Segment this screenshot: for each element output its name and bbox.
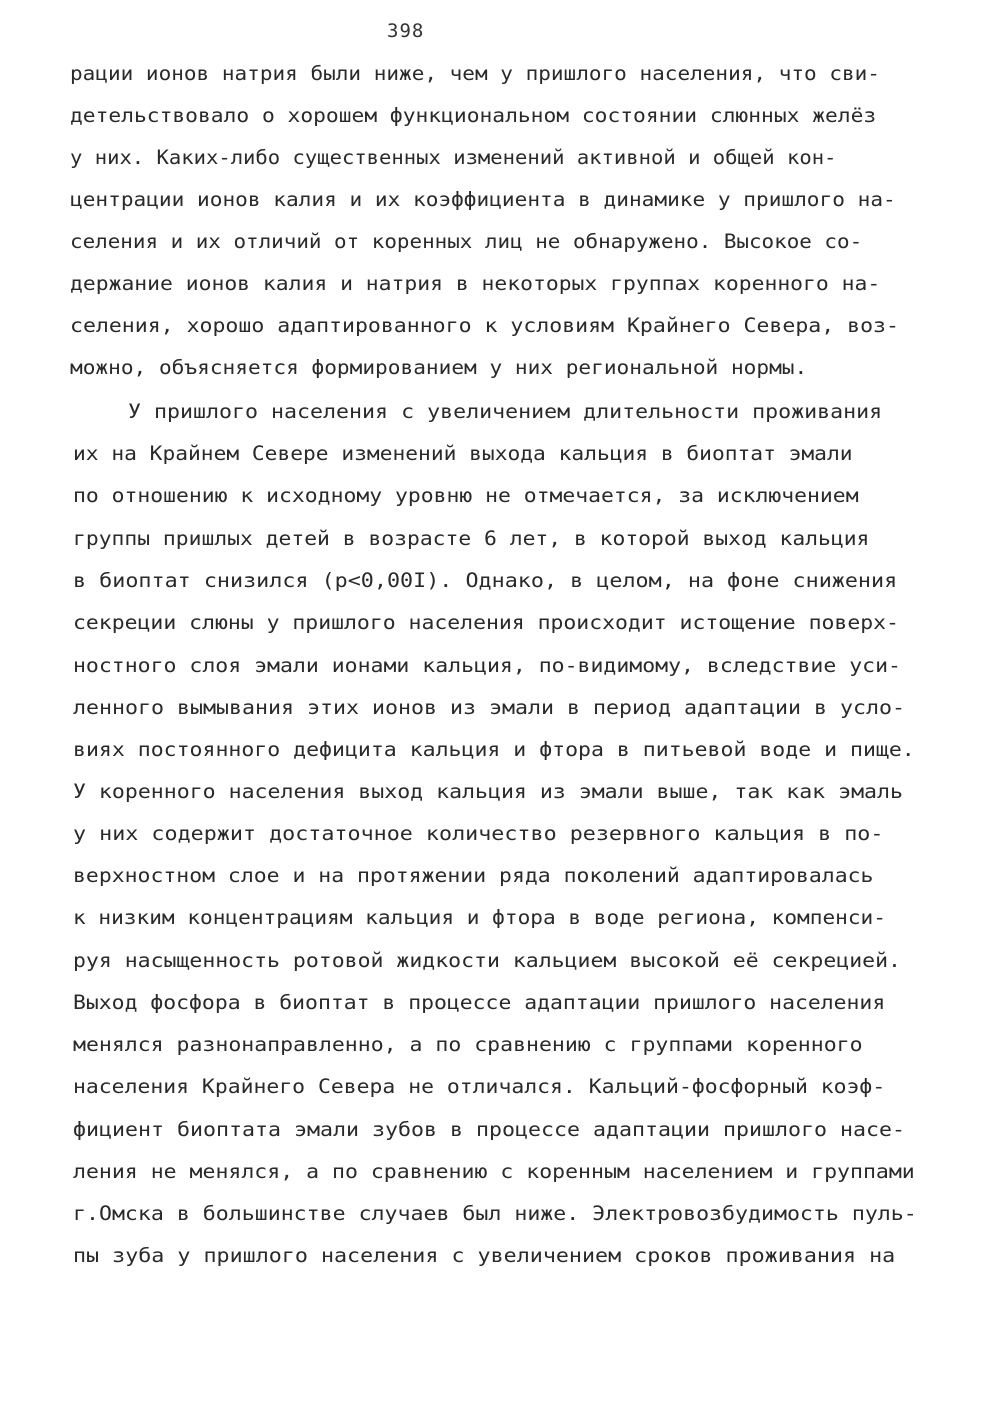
text-line: У пришлого населения с увеличением длительности проживания xyxy=(128,400,883,423)
text-line: менялся разнонаправленно, а по сравнению с группами коренного xyxy=(73,1033,863,1056)
text-line: по отношению к исходному уровню не отмечается, за исключением xyxy=(73,484,859,507)
text-line: виях постоянного дефицита кальция и фтора в питьевой воде и пище. xyxy=(73,738,915,761)
text-line: к низким концентрациям кальция и фтора в воде региона, компенси- xyxy=(73,906,886,929)
text-line: ления не менялся, а по сравнению с коренным населением и группами xyxy=(73,1160,915,1183)
text-line: верхностном слое и на протяжении ряда поколений адаптировалась xyxy=(73,864,874,887)
text-line: селения и их отличий от коренных лиц не обнаружено. Высокое со- xyxy=(70,230,863,253)
text-line: населения Крайнего Севера не отличался. Кальций-фосфорный коэф- xyxy=(73,1075,886,1098)
text-line: их на Крайнем Севере изменений выхода кальция в биоптат эмали xyxy=(73,442,853,465)
text-line: руя насыщенность ротовой жидкости кальцием высокой её секрецией. xyxy=(73,949,901,972)
text-line: ленного вымывания этих ионов из эмали в период адаптации в усло- xyxy=(73,696,905,719)
page-number: 398 xyxy=(387,20,425,42)
text-line: ностного слоя эмали ионами кальция, по-видимому, вследствие уси- xyxy=(73,654,901,677)
text-line: центрации ионов калия и их коэффициента в динамике у пришлого на- xyxy=(70,188,896,211)
text-line: пы зуба у пришлого населения с увеличением сроков проживания на xyxy=(73,1244,896,1267)
text-line: Выход фосфора в биоптат в процессе адаптации пришлого населения xyxy=(73,991,886,1014)
text-line: у них содержит достаточное количество резервного кальция в по- xyxy=(73,822,884,845)
text-line: У коренного населения выход кальция из эмали выше, так как эмаль xyxy=(73,780,903,803)
text-line: детельствовало о хорошем функциональном состоянии слюнных желёз xyxy=(70,104,877,127)
text-line: секреции слюны у пришлого населения происходит истощение поверх- xyxy=(73,611,899,634)
text-line: рации ионов натрия были ниже, чем у пришлого населения, что сви- xyxy=(70,62,880,85)
text-line: у них. Каких-либо существенных изменений активной и общей кон- xyxy=(70,146,837,169)
text-line: держание ионов калия и натрия в некоторых группах коренного на- xyxy=(70,272,881,295)
text-line: группы пришлых детей в возрасте 6 лет, в которой выход кальция xyxy=(73,527,870,550)
text-line: в биоптат снизился (p<0,00I). Однако, в целом, на фоне снижения xyxy=(73,569,898,592)
text-line: селения, хорошо адаптированного к условиям Крайнего Севера, воз- xyxy=(70,314,899,337)
text-line: фициент биоптата эмали зубов в процессе адаптации пришлого насе- xyxy=(73,1118,905,1141)
text-line: можно, объясняется формированием у них региональной нормы. xyxy=(70,356,808,379)
text-line: г.Омска в большинстве случаев был ниже. Электровозбудимость пуль- xyxy=(73,1202,917,1225)
